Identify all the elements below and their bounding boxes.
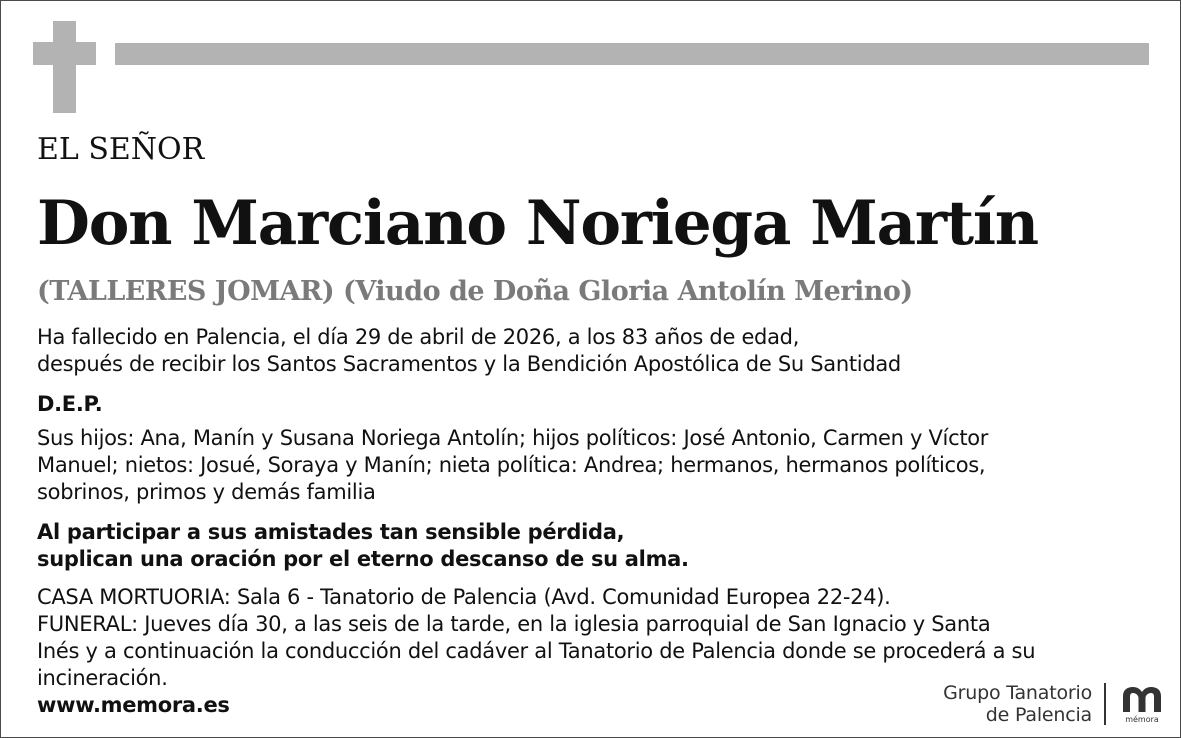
logo-line-1: Grupo Tanatorio: [943, 682, 1092, 704]
website-link[interactable]: www.memora.es: [37, 693, 230, 717]
cross-icon: [53, 21, 76, 113]
funeral-arrangements: [37, 584, 1147, 692]
funeral-home-logo: [943, 681, 1166, 727]
deceased-subtitle: (TALLERES JOMAR) (Viudo de Doña Gloria Antolín Merino): [37, 276, 913, 307]
honorific: EL SEÑOR: [37, 132, 205, 167]
family-line: sobrinos, primos y demás familia: [37, 480, 376, 504]
arrangements-line: CASA MORTUORIA: Sala 6 - Tanatorio de Palencia (Avd. Comunidad Europea 22-24).: [37, 585, 891, 609]
death-notice-line: Ha fallecido en Palencia, el día 29 de abril de 2026, a los 83 años de edad,: [37, 325, 800, 349]
death-notice-line: después de recibir los Santos Sacramentos y la Bendición Apostólica de Su Santidad: [37, 352, 901, 376]
family-line: Sus hijos: Ana, Manín y Susana Noriega Antolín; hijos políticos: José Antonio, Carmen y Víctor: [37, 426, 989, 450]
logo-line-2: de Palencia: [985, 704, 1092, 726]
arrangements-line: Inés y a continuación la conducción del cadáver al Tanatorio de Palencia donde se procederá a su: [37, 639, 1036, 663]
logo-text: [943, 682, 1092, 726]
appeal: [37, 519, 1147, 573]
arrangements-line: FUNERAL: Jueves día 30, a las seis de la tarde, en la iglesia parroquial de San Ignacio y Santa: [37, 612, 991, 636]
family-line: Manuel; nietos: Josué, Soraya y Manín; nieta política: Andrea; hermanos, hermanos políticos,: [37, 453, 986, 477]
death-notice: [37, 324, 1147, 378]
cross-icon-arm: [33, 42, 96, 65]
deceased-name: Don Marciano Noriega Martín: [37, 188, 1038, 259]
dep-label: D.E.P.: [37, 392, 103, 416]
appeal-line: suplican una oración por el eterno descanso de su alma.: [37, 547, 689, 571]
header-bar: [115, 43, 1149, 65]
arrangements-line: incineración.: [37, 666, 168, 690]
appeal-line: Al participar a sus amistades tan sensible pérdida,: [37, 520, 625, 544]
memora-m-icon: [1118, 684, 1166, 724]
family-list: [37, 425, 1147, 506]
logo-divider: [1104, 683, 1106, 725]
logo-mark-word: mémora: [1125, 715, 1159, 724]
